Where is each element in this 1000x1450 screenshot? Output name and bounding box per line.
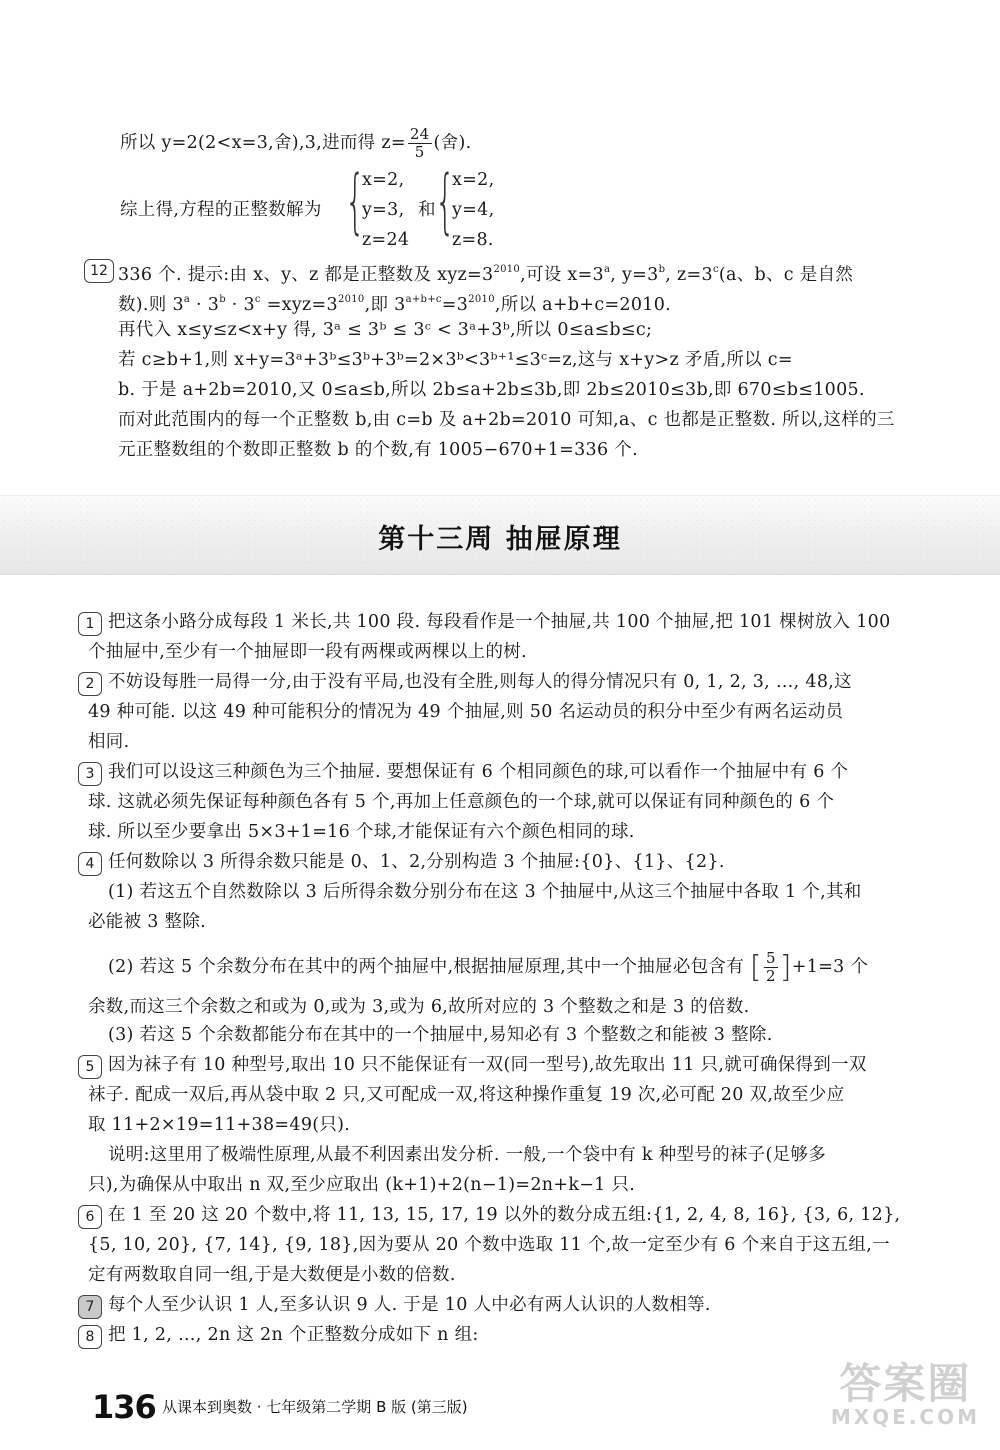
answer4-line-2: (1) 若这五个自然数除以 3 后所得余数分别分布在这 3 个抽屉中,从这三个抽屉中各取 1 个,其和	[108, 882, 862, 902]
solution-1-z: z=24	[362, 230, 410, 250]
answer5-line-5: 只),为确保从中取出 n 双,至少应取出 (k+1)+2(n−1)=2n+k−1 只.	[88, 1175, 636, 1195]
fraction: $\frac{5}{2}$	[765, 949, 776, 985]
floor-bracket-right: ]	[779, 949, 792, 985]
fraction: $\frac{24}{5}$	[409, 125, 430, 161]
answer-number-badge: 8	[78, 1325, 102, 1349]
book-title: 从课本到奥数 · 七年级第二学期 B 版 (第三版)	[162, 1398, 468, 1416]
answer5-line-1: 因为袜子有 10 种型号,取出 10 只不能保证有一双(同一型号),故先取出 11 只,就可确保得到一双	[108, 1055, 867, 1075]
watermark-logo	[830, 1359, 980, 1429]
answer3-line-1: 我们可以设这三种颜色为三个抽屉. 要想保证有 6 个相同颜色的球,可以看作一个抽屉中有 6 个	[108, 762, 849, 782]
problem12-line-3: 再代入 x≤y≤z<x+y 得, 3ᵃ ≤ 3ᵇ ≤ 3ᶜ < 3ᵃ+3ᵇ,所以 0≤a≤b≤c;	[118, 320, 653, 340]
answer-number-badge: 2	[78, 672, 102, 696]
page-number: 136	[92, 1388, 156, 1426]
brace-2: {	[435, 160, 456, 242]
answer-number-badge: 3	[78, 762, 102, 786]
answer8-line-1: 把 1, 2, …, 2n 这 2n 个正整数分成如下 n 组:	[108, 1325, 479, 1345]
answer7-line-1: 每个人至少认识 1 人,至多认识 9 人. 于是 10 人中必有两人认识的人数相等.	[108, 1295, 711, 1315]
problem12-line-5: b. 于是 a+2b=2010,又 0≤a≤b,所以 2b≤a+2b≤3b,即 2b≤2010≤3b,即 670≤b≤1005.	[118, 380, 865, 400]
section-title: 第十三周 抽屉原理	[378, 524, 622, 555]
solution-1-x: x=2,	[362, 170, 405, 190]
solution-2-z: z=8.	[452, 230, 494, 250]
watermark-sub: MXQE.COM	[830, 1405, 980, 1429]
and-word: 和	[418, 200, 436, 220]
answer4-part2-line-1: (2) 若这 5 个余数分布在其中的两个抽屉中,根据抽屉原理,其中一个抽屉必包含有 [ $\frac{5}{2}$ ]+1=3 个	[108, 949, 869, 985]
problem12-line-7: 元正整数组的个数即正整数 b 的个数,有 1005−670+1=336 个.	[118, 440, 638, 460]
brace-1: {	[345, 160, 366, 242]
solution-1-y: y=3,	[362, 200, 405, 220]
answer3-line-2: 球. 这就必须先保证每种颜色各有 5 个,再加上任意颜色的一个球,就可以保证有同种颜色的 6 个	[88, 792, 835, 812]
answer4-part2-line-2: 余数,而这三个余数之和或为 0,或为 3,或为 6,故所对应的 3 个整数之和是 3 的倍数.	[88, 997, 750, 1017]
floor-bracket-left: [	[749, 949, 762, 985]
answer6-line-1: 在 1 至 20 这 20 个数中,将 11, 13, 15, 17, 19 以外的数分成五组:{1, 2, 4, 8, 16}, {3, 6, 12},	[108, 1205, 901, 1225]
answer4-part3: (3) 若这 5 个余数都能分布在其中的一个抽屉中,易知必有 3 个整数之和能被 3 整除.	[108, 1025, 773, 1045]
answer4-line-1: 任何数除以 3 所得余数只能是 0、1、2,分别构造 3 个抽屉:{0}、{1}、{2}.	[108, 852, 725, 872]
problem12-line-4: 若 c≥b+1,则 x+y=3ᵃ+3ᵇ≤3ᵇ+3ᵇ=2×3ᵇ<3ᵇ⁺¹≤3ᶜ=z,这与 x+y>z 矛盾,所以 c=	[118, 350, 793, 370]
answer6-line-2: {5, 10, 20}, {7, 14}, {9, 18},因为要从 20 个数中选取 11 个,故一定至少有 6 个来自于这五组,一	[88, 1235, 890, 1255]
answer2-line-3: 相同.	[88, 732, 130, 752]
answer5-line-2: 袜子. 配成一双后,再从袋中取 2 只,又可配成一双,将这种操作重复 19 次,必可配 20 双,故至少应	[88, 1085, 845, 1105]
problem12-line-1: 336 个. 提示:由 x、y、z 都是正整数及 $xyz=3^{2010}$,可设 $x=3^a$, $y=3^b$, $z=3^c(a$、b、c 是自然	[118, 264, 854, 285]
top-line-1: 所以 y=2(2<x=3,舍),3,进而得 z= $\frac{24}{5}$ (舍).	[120, 125, 472, 161]
answer-number-badge: 4	[78, 852, 102, 876]
problem12-line-2: 数).则 $3^a \cdot 3^b \cdot 3^c =xyz=3^{2010}$,即 $3^{a+b+c}=3^{2010}$,所以 a+b+c=2010.	[118, 294, 672, 315]
answer-number-badge: 7	[78, 1295, 102, 1319]
answer3-line-3: 球. 所以至少要拿出 5×3+1=16 个球,才能保证有六个颜色相同的球.	[88, 822, 635, 842]
answer-number-badge: 5	[78, 1055, 102, 1079]
section-banner	[0, 495, 1000, 575]
answer1-line-2: 个抽屉中,至少有一个抽屉即一段有两棵或两棵以上的树.	[88, 642, 527, 662]
answer5-line-4: 说明:这里用了极端性原理,从最不利因素出发分析. 一般,一个袋中有 k 种型号的袜子(足够多	[108, 1145, 827, 1165]
answer4-line-3: 必能被 3 整除.	[88, 912, 207, 932]
answer2-line-1: 不妨设每胜一局得一分,由于没有平局,也没有全胜,则每人的得分情况只有 0, 1, 2, 3, …, 48,这	[108, 672, 852, 692]
answer-number-badge: 6	[78, 1205, 102, 1229]
answer6-line-3: 定有两数取自同一组,于是大数便是小数的倍数.	[88, 1265, 456, 1285]
conclusion-text: 综上得,方程的正整数解为	[120, 200, 322, 220]
problem-number-badge: 12	[84, 259, 114, 283]
answer-number-badge: 1	[78, 612, 102, 636]
watermark-main: 答案圈	[839, 1359, 972, 1408]
answer1-line-1: 把这条小路分成每段 1 米长,共 100 段. 每段看作是一个抽屉,共 100 个抽屉,把 101 棵树放入 100	[108, 612, 891, 632]
answer2-line-2: 49 种可能. 以这 49 种可能积分的情况为 49 个抽屉,则 50 名运动员的积分中至少有两名运动员	[88, 702, 844, 722]
problem12-line-6: 而对此范围内的每一个正整数 b,由 c=b 及 a+2b=2010 可知,a、c 也都是正整数. 所以,这样的三	[118, 410, 895, 430]
solution-2-y: y=4,	[452, 200, 495, 220]
solution-2-x: x=2,	[452, 170, 495, 190]
answer5-line-3: 取 11+2×19=11+38=49(只).	[88, 1115, 351, 1135]
